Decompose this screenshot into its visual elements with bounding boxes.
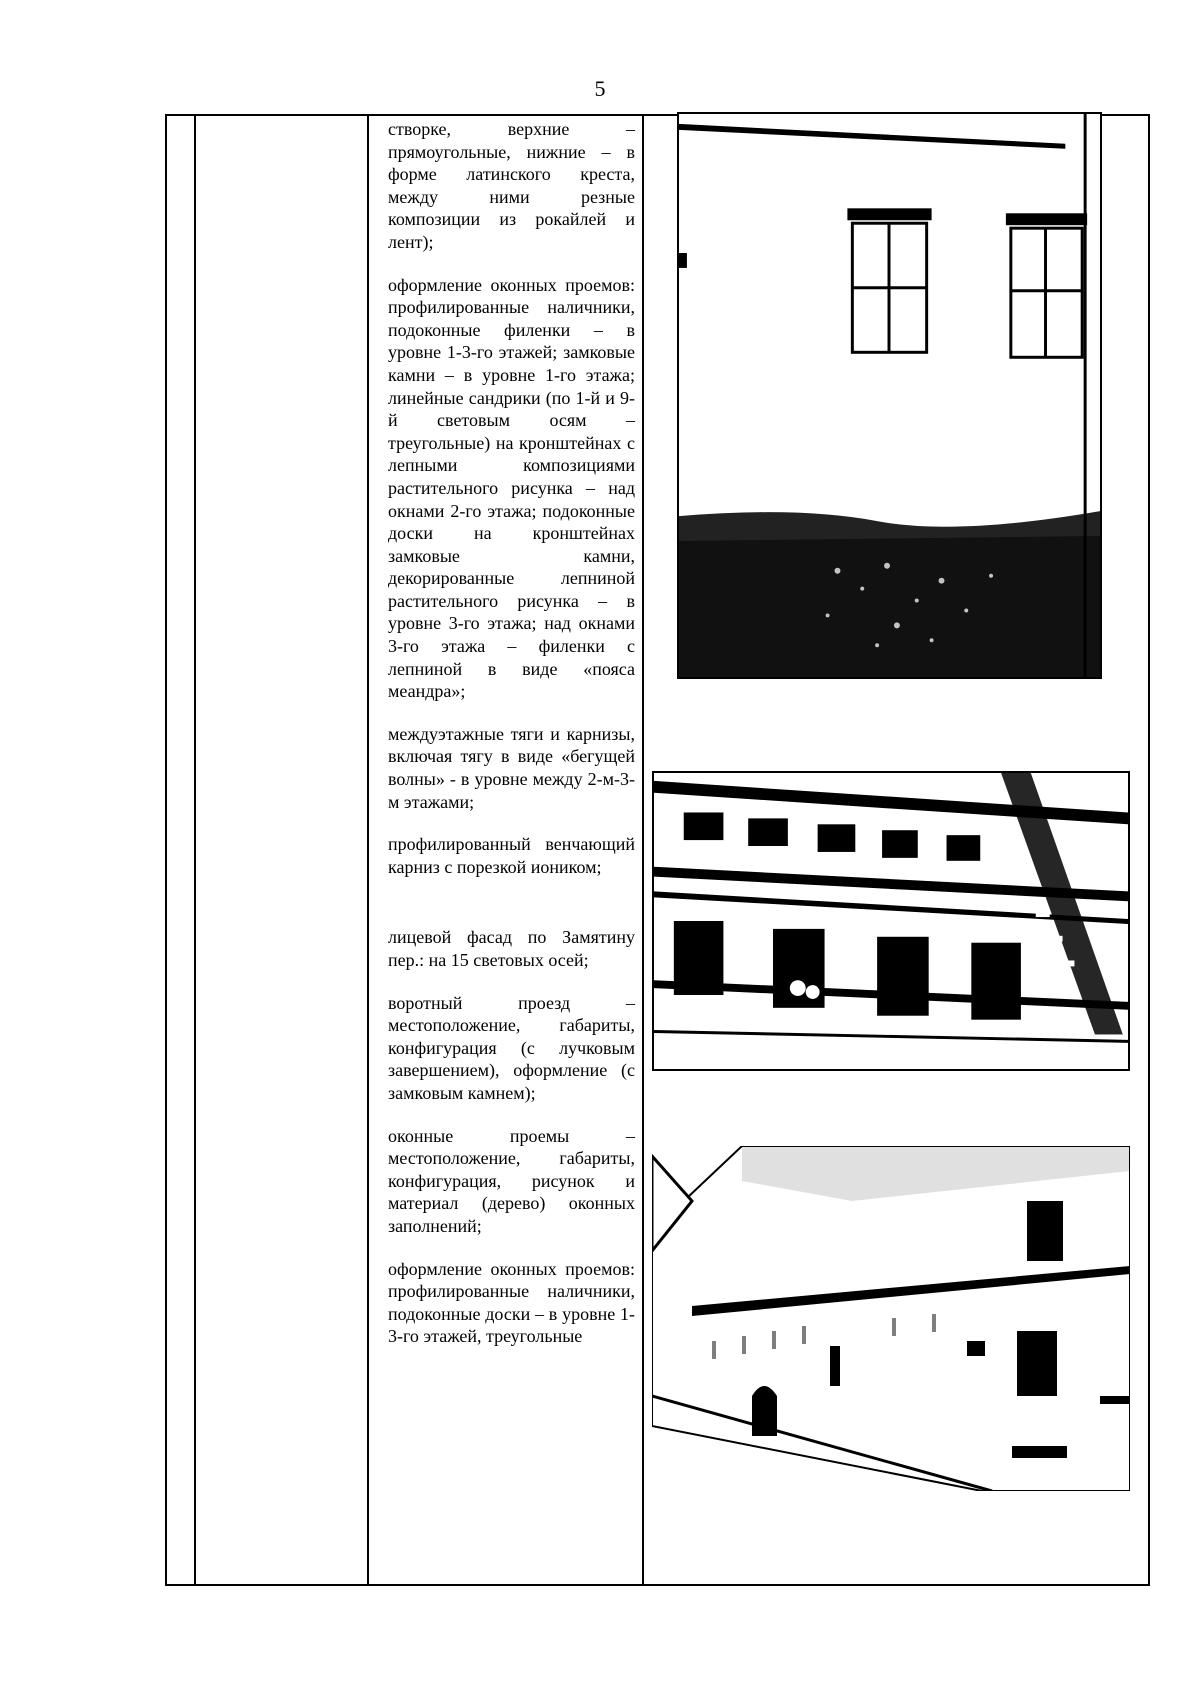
facade-photo-2: [652, 771, 1130, 1071]
paragraph-6: воротный проезд – местоположение, габариты, конфигурация (с лучковым завершением), оформление (с замковым камнем);: [388, 992, 635, 1103]
paragraph-5: лицевой фасад по Замятину пер.: на 15 световых осей;: [388, 927, 635, 970]
paragraph-1: створке, верхние – прямоугольные, нижние – в форме латинского креста, между ними резные композиции из рокайлей и лент);: [388, 119, 635, 252]
paragraph-4: профилированный венчающий карниз с порезкой иоником;: [388, 834, 635, 877]
column-divider: [367, 116, 369, 1584]
column-divider: [194, 116, 196, 1584]
monument-table: [165, 114, 1150, 1586]
paragraph-8: оформление оконных проемов: профилированные наличники, подоконные доски – в уровне 1-3-го этажей, треугольные: [388, 1258, 635, 1347]
facade-photo-1: [677, 112, 1102, 679]
paragraph-7: оконные проемы – местоположение, габариты, конфигурация, рисунок и материал (дерево) оконных заполнений;: [388, 1125, 635, 1236]
paragraph-2: оформление оконных проемов: профилированные наличники, подоконные филенки – в уровне 1-3-го этажей; замковые камни – в уровне 1-го этажа; линейные сандрики (по 1-й и 9-й световым осям – треугольные) на кронштейнах с лепными композициями растительного рисунка – над окнами 2-го этажа; подоконные доски на кронштейнах замковые камни, декорированные лепниной растительного рисунка – в уровне 3-го этажа; над окнами 3-го этажа – филенки с лепниной в виде «пояса меандра»;: [388, 274, 635, 702]
page-number: 5: [594, 76, 606, 101]
column-divider: [642, 116, 644, 1584]
facade-photo-3: [652, 1146, 1130, 1491]
description-column: [388, 118, 635, 1368]
paragraph-3: междуэтажные тяги и карнизы, включая тягу в виде «бегущей волны» - в уровне между 2-м-3-м этажами;: [388, 723, 635, 812]
